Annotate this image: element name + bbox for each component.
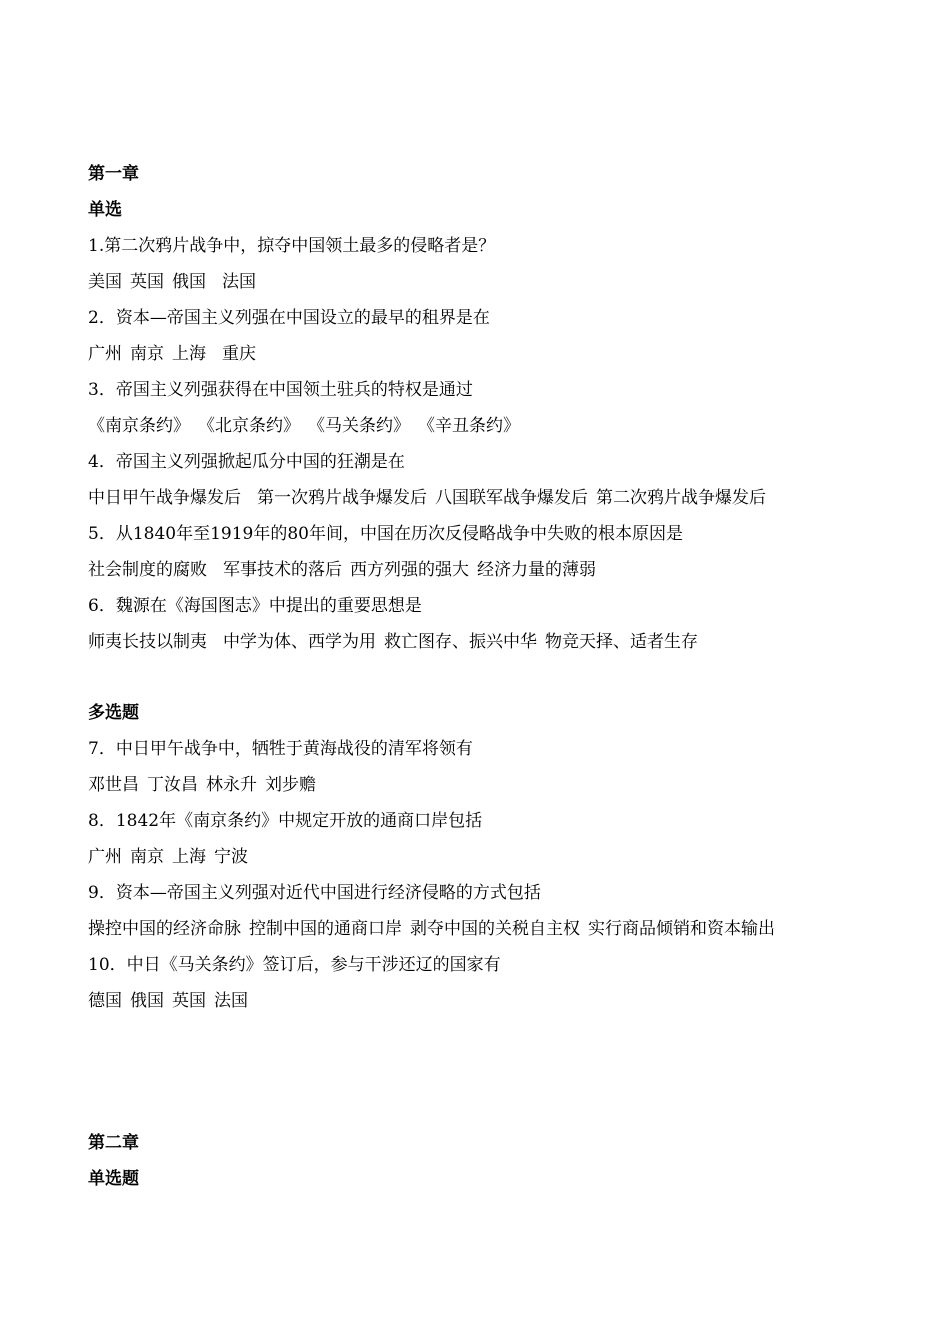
- option: 《南京条约》: [88, 416, 190, 436]
- option: 师夷长技以制夷: [88, 632, 207, 652]
- option: 操控中国的经济命脉: [88, 919, 241, 939]
- options-8: [88, 846, 248, 868]
- option: 刘步赡: [265, 775, 316, 795]
- question-3: 3．帝国主义列强获得在中国领土驻兵的特权是通过: [88, 380, 473, 400]
- option: 军事技术的落后: [223, 560, 342, 580]
- question-1: 1.第二次鸦片战争中，掠夺中国领土最多的侵略者是？: [88, 236, 496, 256]
- options-5: [88, 559, 596, 581]
- question-4: 4．帝国主义列强掀起瓜分中国的狂潮是在: [88, 452, 405, 472]
- option: 社会制度的腐败: [88, 560, 207, 580]
- option: 控制中国的通商口岸: [249, 919, 402, 939]
- question-9: 9．资本—帝国主义列强对近代中国进行经济侵略的方式包括: [88, 883, 541, 903]
- option: 重庆: [222, 344, 256, 364]
- chapter1-single-heading: 单选: [88, 200, 122, 220]
- option: 西方列强的强大: [350, 560, 469, 580]
- option: 第二次鸦片战争爆发后: [596, 488, 766, 508]
- option: 英国: [172, 991, 206, 1011]
- option: 林永升: [206, 775, 257, 795]
- option: 中学为体、西学为用: [223, 632, 376, 652]
- option: 广州: [88, 847, 122, 867]
- option: 《北京条约》: [198, 416, 300, 436]
- options-1: [88, 271, 256, 293]
- question-6: 6．魏源在《海国图志》中提出的重要思想是: [88, 596, 422, 616]
- options-4: [88, 487, 766, 509]
- option: 《辛丑条约》: [418, 416, 520, 436]
- question-10: 10．中日《马关条约》签订后，参与干涉还辽的国家有: [88, 955, 501, 975]
- chapter2-single-heading: 单选题: [88, 1169, 139, 1189]
- option: 南京: [130, 344, 164, 364]
- option: 俄国: [130, 991, 164, 1011]
- options-2: [88, 343, 256, 365]
- chapter1-multi-heading: 多选题: [88, 703, 139, 723]
- option: 剥夺中国的关税自主权: [410, 919, 580, 939]
- option: 邓世昌: [88, 775, 139, 795]
- option: 救亡图存、振兴中华: [384, 632, 537, 652]
- chapter2-title: 第二章: [88, 1133, 139, 1153]
- chapter1-title: 第一章: [88, 164, 139, 184]
- option: 第一次鸦片战争爆发后: [257, 488, 427, 508]
- options-3: [88, 415, 520, 437]
- question-7: 7．中日甲午战争中，牺牲于黄海战役的清军将领有: [88, 739, 473, 759]
- option: 中日甲午战争爆发后: [88, 488, 241, 508]
- option: 经济力量的薄弱: [477, 560, 596, 580]
- option: 美国: [88, 272, 122, 292]
- option: 南京: [130, 847, 164, 867]
- option: 宁波: [214, 847, 248, 867]
- question-8: 8．1842年《南京条约》中规定开放的通商口岸包括: [88, 811, 483, 831]
- option: 上海: [172, 344, 206, 364]
- options-9: [88, 918, 775, 940]
- option: 物竞天择、适者生存: [545, 632, 698, 652]
- option: 八国联军战争爆发后: [435, 488, 588, 508]
- option: 《马关条约》: [308, 416, 410, 436]
- option: 俄国: [172, 272, 206, 292]
- option: 实行商品倾销和资本输出: [588, 919, 775, 939]
- question-2: 2．资本—帝国主义列强在中国设立的最早的租界是在: [88, 308, 490, 328]
- options-7: [88, 774, 316, 796]
- option: 德国: [88, 991, 122, 1011]
- option: 英国: [130, 272, 164, 292]
- question-5: 5．从1840年至1919年的80年间，中国在历次反侵略战争中失败的根本原因是: [88, 524, 683, 544]
- option: 法国: [214, 991, 248, 1011]
- option: 广州: [88, 344, 122, 364]
- option: 法国: [222, 272, 256, 292]
- option: 丁汝昌: [147, 775, 198, 795]
- option: 上海: [172, 847, 206, 867]
- options-6: [88, 631, 698, 653]
- options-10: [88, 990, 248, 1012]
